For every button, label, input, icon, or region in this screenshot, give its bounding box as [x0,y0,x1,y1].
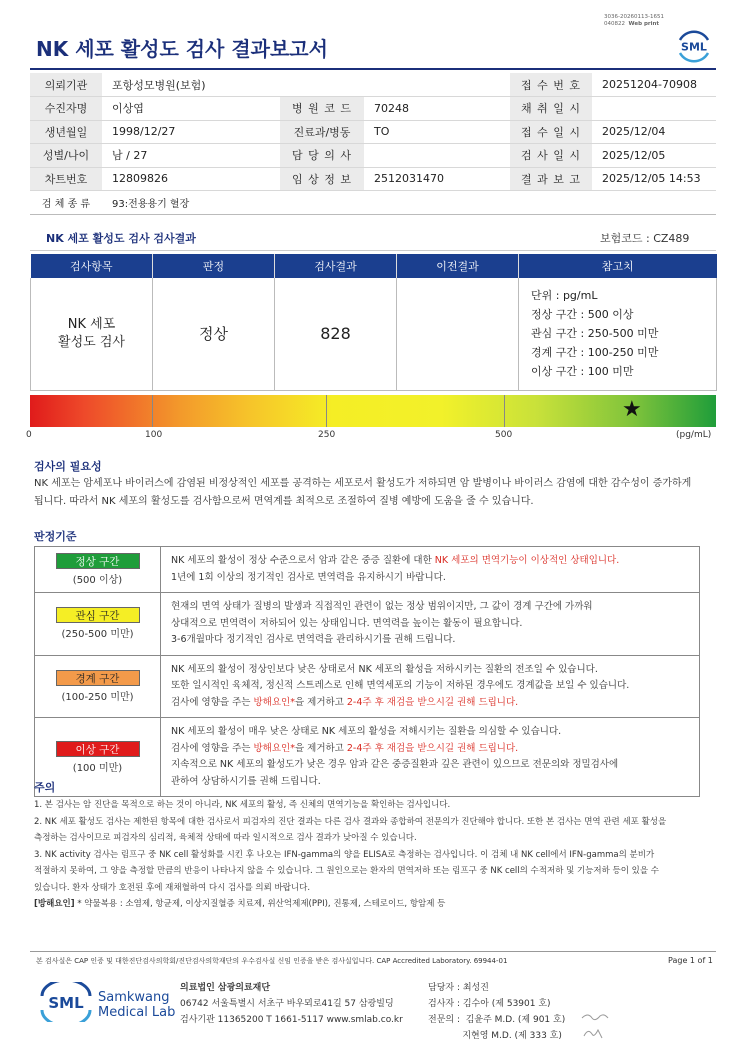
scale-tick: 100 [145,430,163,440]
doctor [364,144,510,168]
patient-info-table [30,73,716,215]
necessity-title: 검사의 필요성 [34,460,102,473]
test-result: 828 [275,278,397,390]
col-header: 판정 [153,254,275,278]
specimen-type: 93:전용용기 혈장 [102,191,716,215]
foundation-info: 의료법인 삼광의료재단 06742 서울특별시 서초구 바우뫼로41길 57 삼광빌딩 검사기관 11365200 T 1661-5117 www.smlab.co.kr [180,983,403,1025]
report-title: NK 세포 활성도 검사 결과보고서 [36,37,328,61]
sml-logo-icon [674,26,714,66]
sex-age: 남 / 27 [102,144,280,168]
clinical-info: 2512031470 [364,167,510,191]
receipt-number: 20251204-70908 [592,73,716,97]
interest-badge: 관심 구간 [56,607,140,623]
scale-tick: 500 [495,430,513,440]
scale-unit: (pg/mL) [676,430,712,440]
department: TO [364,120,510,144]
table-row: 경계 구간 (100-250 미만) NK 세포의 활성이 정상인보다 낮은 상태로서 NK 세포의 활성을 저하시키는 질환의 전조일 수 있습니다. 또한 일시적인 육체적, 정신적 스트레스로 인해 면역세포의 기능이 저하된 경우에도 경계값을 보일 수 있습니다. 검사에 영향을 주는 방해요인*을 제거하고 2-4주 후 재검을 받으시길 권해 드립니다. [35,655,700,718]
scale-tick: 250 [318,430,336,440]
collection-date [592,97,716,121]
title-rule [30,68,716,70]
divider [30,250,716,251]
info-row: 수진자명 이상엽 병 원 코 드 70248 채 취 일 시 [30,97,716,121]
borderline-badge: 경계 구간 [56,670,140,686]
receipt-date: 2025/12/04 [592,120,716,144]
table-row: 이상 구간 (100 미만) NK 세포의 활성이 매우 낮은 상태로 NK 세포의 활성을 저해시키는 질환을 의심할 수 있습니다. 검사에 영향을 주는 방해요인*을 제거하고 2-4주 후 재검을 받으시길 권해 드립니다. 지속적으로 NK 세포의 활성도가 낮은 경우 암과 같은 중증질환과 깊은 관련이 있으므로 전문의와 정밀검사에 관하여 상담하시기를 권해 드립니다. [35,718,700,797]
scale-separator [326,395,327,427]
table-row [31,278,717,390]
abnormal-badge: 이상 구간 [56,741,140,757]
svg-text:SML: SML [48,994,84,1012]
results-table [30,254,717,391]
col-header: 참고치 [519,254,717,278]
activity-scale-bar [30,395,716,427]
col-header: 검사결과 [275,254,397,278]
scale-separator [152,395,153,427]
info-row: 생년월일 1998/12/27 진료과/병동 TO 접 수 일 시 2025/12/04 [30,120,716,144]
insurance-code: 보험코드 : CZ489 [600,232,690,245]
scale-separator [504,395,505,427]
page-number: Page 1 of 1 [668,956,713,965]
criteria-title: 판정기준 [34,530,77,543]
info-row: 검 체 종 류 93:전용용기 혈장 [30,191,716,215]
col-header: 검사항목 [31,254,153,278]
table-row: 정상 구간 (500 이상) NK 세포의 활성이 정상 수준으로서 암과 같은 중증 질환에 대한 NK 세포의 면역기능이 이상적인 상태입니다. 1년에 1회 이상의 정기적인 검사로 면역력을 유지하시기 바랍니다. [35,547,700,593]
criteria-table [34,546,700,797]
info-row: 의뢰기관 포항성모병원(보험) 접 수 번 호 20251204-70908 [30,73,716,97]
chart-number: 12809826 [102,167,280,191]
staff-info: 담당자 : 최성진 검사자 : 김수아 (제 53901 호) 전문의 : 김윤주 M.D. (제 901 호) 지현영 M.D. (제 333 호) [428,983,566,1041]
result-section-title: NK 세포 활성도 검사 검사결과 [46,232,196,245]
table-row: 관심 구간 (250-500 미만) 현재의 면역 상태가 질병의 발생과 직접적인 관련이 없는 정상 범위이지만, 그 값이 경계 구간에 가까워 상대적으로 면역력이 저하되어 있는 상태입니다. 면역력을 높이는 활동이 필요합니다. 3-6개월마다 정기적인 검사로 면역력을 관리하시기를 권해 드립니다. [35,593,700,656]
info-row: 차트번호 12809826 임 상 정 보 2512031470 결 과 보 고 2025/12/05 14:53 [30,167,716,191]
test-item: NK 세포 활성도 검사 [31,278,153,390]
certification-note: 본 검사실은 CAP 인증 및 대한진단검사의학회/진단검사의학재단의 우수검사실 신임 인증을 받은 검사실입니다. CAP Accredited Laboratory. 69944-01 [36,957,508,965]
svg-text:SML: SML [681,40,707,54]
report-code: 3036-20260113-1651 040822 Web print [604,14,664,27]
normal-badge: 정상 구간 [56,553,140,569]
notes-title: 주의 [34,781,56,794]
signature-icon [578,1008,614,1044]
info-row: 성별/나이 남 / 27 담 당 의 사 검 사 일 시 2025/12/05 [30,144,716,168]
col-header: 이전결과 [397,254,519,278]
reference-values: 단위 : pg/mL 정상 구간 : 500 이상 관심 구간 : 250-500 미만 경계 구간 : 100-250 미만 이상 구간 : 100 미만 [519,278,717,390]
footer-divider [30,951,716,952]
birth-date: 1998/12/27 [102,120,280,144]
scale-tick: 0 [26,430,32,440]
report-date: 2025/12/05 14:53 [592,167,716,191]
judgement: 정상 [153,278,275,390]
result-marker-icon: ★ [622,397,642,422]
test-date: 2025/12/05 [592,144,716,168]
requesting-institution: 포항성모병원(보험) [102,73,280,97]
hospital-code: 70248 [364,97,510,121]
patient-name: 이상엽 [102,97,280,121]
samkwang-logo-text: Samkwang Medical Lab [98,990,176,1020]
previous-result [397,278,519,390]
necessity-text: NK 세포는 암세포나 바이러스에 감염된 비정상적인 세포를 공격하는 세포로서 활성도가 저하되면 암 발병이나 바이러스 감염에 대한 감수성이 증가하게 됩니다. 따라서 NK 세포의 활성도를 검사함으로써 면역계를 최적으로 조절하여 질병 예방에 도움을 줄 수 있습니다. [34,478,692,507]
notes-text: 1. 본 검사는 암 진단을 목적으로 하는 것이 아니라, NK 세포의 활성, 즉 신체의 면역기능을 확인하는 검사입니다. 2. NK 세포 활성도 검사는 제한된 항목에 대한 검사로서 피검자의 진단 결과는 다른 검사 결과와 종합하여 전문의가 진단해야 합니다. 또한 본 검사는 면역 관련 세포 활성을 측정하는 검사이므로 피검자의 심리적, 육체적 상태에 따라 일시적으로 검사 결과가 낮아질 수 있습니다. 3. NK activity 검사는 림프구 중 NK cell 활성화를 시킨 후 나오는 IFN-gamma의 양을 ELISA로 측정하는 검사입니다. 이 검체 내 NK cell에서 IFN-gamma의 분비가 적절하지 못하여, 그 양을 측정할 만큼의 반응이 나타나지 않을 수 있습니다. 그 원인으로는 환자의 면역저하 또는 림프구 중 NK cell의 수적저하 및 기능저하 등이 있을 수 있습니다. 환자 상태가 호전된 후에 재채혈하여 다시 검사를 의뢰 바랍니다. [방해요인] * 약물복용 : 소염제, 항균제, 이상지질혈증 치료제, 위산억제제(PPI), 진통제, 스테로이드, 항암제 등 [34,800,667,909]
samkwang-logo-icon [36,982,96,1022]
